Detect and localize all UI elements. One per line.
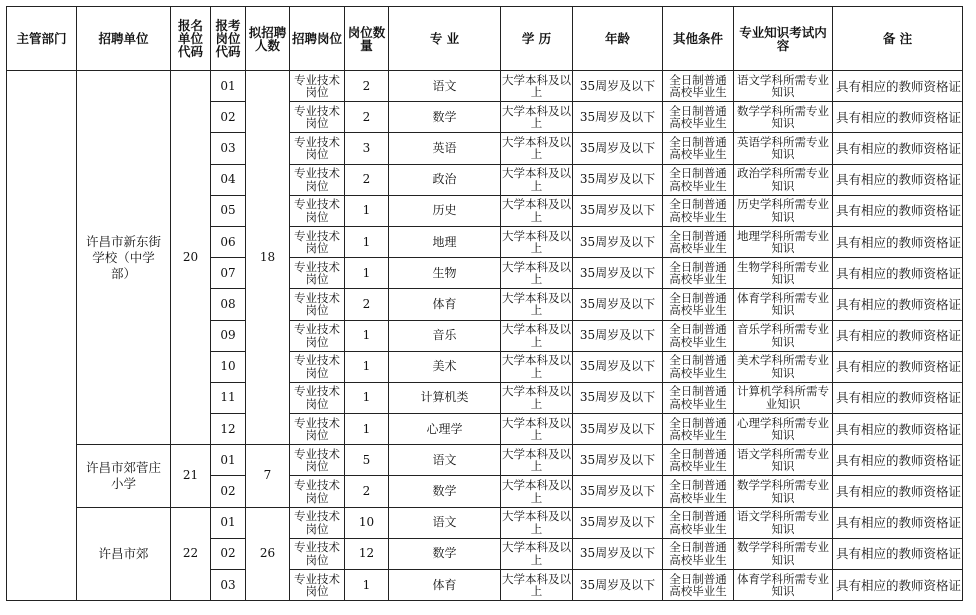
- post-count-cell: 1: [345, 351, 389, 382]
- education-cell: 大学本科及以上: [501, 71, 573, 102]
- post-type-cell: 专业技术岗位: [290, 164, 345, 195]
- remark-cell: 具有相应的教师资格证: [833, 133, 963, 164]
- education-cell: 大学本科及以上: [501, 538, 573, 569]
- major-cell: 美术: [389, 351, 501, 382]
- table-row: [7, 445, 963, 476]
- other-cell: 全日制普通高校毕业生: [663, 538, 734, 569]
- major-cell: 数学: [389, 476, 501, 507]
- post-code-cell: 02: [211, 476, 246, 507]
- post-code-cell: 01: [211, 71, 246, 102]
- age-cell: 35周岁及以下: [573, 133, 663, 164]
- major-cell: 历史: [389, 195, 501, 226]
- post-count-cell: 1: [345, 320, 389, 351]
- post-type-cell: 专业技术岗位: [290, 320, 345, 351]
- age-cell: 35周岁及以下: [573, 507, 663, 538]
- other-cell: 全日制普通高校毕业生: [663, 289, 734, 320]
- other-cell: 全日制普通高校毕业生: [663, 226, 734, 257]
- post-count-cell: 1: [345, 258, 389, 289]
- post-count-cell: 2: [345, 164, 389, 195]
- age-cell: 35周岁及以下: [573, 164, 663, 195]
- dept-cell: [7, 71, 77, 601]
- post-code-cell: 12: [211, 414, 246, 445]
- exam-cell: 政治学科所需专业知识: [734, 164, 833, 195]
- post-code-cell: 01: [211, 507, 246, 538]
- remark-cell: 具有相应的教师资格证: [833, 289, 963, 320]
- post-count-cell: 2: [345, 71, 389, 102]
- post-code-cell: 11: [211, 382, 246, 413]
- education-cell: 大学本科及以上: [501, 414, 573, 445]
- education-cell: 大学本科及以上: [501, 226, 573, 257]
- age-cell: 35周岁及以下: [573, 102, 663, 133]
- education-cell: 大学本科及以上: [501, 476, 573, 507]
- education-cell: 大学本科及以上: [501, 258, 573, 289]
- header-age: 年龄: [573, 7, 663, 71]
- post-code-cell: 05: [211, 195, 246, 226]
- major-cell: 政治: [389, 164, 501, 195]
- major-cell: 生物: [389, 258, 501, 289]
- post-code-cell: 02: [211, 102, 246, 133]
- education-cell: 大学本科及以上: [501, 289, 573, 320]
- other-cell: 全日制普通高校毕业生: [663, 351, 734, 382]
- age-cell: 35周岁及以下: [573, 289, 663, 320]
- header-major: 专 业: [389, 7, 501, 71]
- post-code-cell: 09: [211, 320, 246, 351]
- table-row: [7, 507, 963, 538]
- other-cell: 全日制普通高校毕业生: [663, 71, 734, 102]
- header-post-type: 招聘岗位: [290, 7, 345, 71]
- education-cell: 大学本科及以上: [501, 133, 573, 164]
- post-count-cell: 10: [345, 507, 389, 538]
- remark-cell: 具有相应的教师资格证: [833, 382, 963, 413]
- remark-cell: 具有相应的教师资格证: [833, 164, 963, 195]
- header-education: 学 历: [501, 7, 573, 71]
- education-cell: 大学本科及以上: [501, 507, 573, 538]
- age-cell: 35周岁及以下: [573, 382, 663, 413]
- header-exam: 专业知识考试内容: [734, 7, 833, 71]
- other-cell: 全日制普通高校毕业生: [663, 414, 734, 445]
- education-cell: 大学本科及以上: [501, 320, 573, 351]
- major-cell: 英语: [389, 133, 501, 164]
- remark-cell: 具有相应的教师资格证: [833, 351, 963, 382]
- header-post-code: 报考岗位代码: [211, 7, 246, 71]
- age-cell: 35周岁及以下: [573, 258, 663, 289]
- header-unit: 招聘单位: [77, 7, 171, 71]
- post-code-cell: 03: [211, 133, 246, 164]
- education-cell: 大学本科及以上: [501, 570, 573, 601]
- post-count-cell: 2: [345, 102, 389, 133]
- remark-cell: 具有相应的教师资格证: [833, 476, 963, 507]
- exam-cell: 语文学科所需专业知识: [734, 507, 833, 538]
- exam-cell: 地理学科所需专业知识: [734, 226, 833, 257]
- post-code-cell: 07: [211, 258, 246, 289]
- major-cell: 语文: [389, 507, 501, 538]
- age-cell: 35周岁及以下: [573, 414, 663, 445]
- remark-cell: 具有相应的教师资格证: [833, 538, 963, 569]
- table-body: [7, 71, 963, 601]
- age-cell: 35周岁及以下: [573, 351, 663, 382]
- post-code-cell: 08: [211, 289, 246, 320]
- other-cell: 全日制普通高校毕业生: [663, 382, 734, 413]
- major-cell: 计算机类: [389, 382, 501, 413]
- age-cell: 35周岁及以下: [573, 226, 663, 257]
- exam-cell: 音乐学科所需专业知识: [734, 320, 833, 351]
- major-cell: 体育: [389, 570, 501, 601]
- post-type-cell: 专业技术岗位: [290, 351, 345, 382]
- unit-name-cell: 许昌市郊菅庄小学: [77, 445, 171, 507]
- age-cell: 35周岁及以下: [573, 570, 663, 601]
- age-cell: 35周岁及以下: [573, 320, 663, 351]
- age-cell: 35周岁及以下: [573, 538, 663, 569]
- post-count-cell: 1: [345, 226, 389, 257]
- education-cell: 大学本科及以上: [501, 195, 573, 226]
- other-cell: 全日制普通高校毕业生: [663, 507, 734, 538]
- planned-count-cell: 26: [246, 507, 290, 601]
- header-planned: 拟招聘人数: [246, 7, 290, 71]
- other-cell: 全日制普通高校毕业生: [663, 445, 734, 476]
- age-cell: 35周岁及以下: [573, 476, 663, 507]
- recruitment-table: [6, 6, 963, 601]
- other-cell: 全日制普通高校毕业生: [663, 320, 734, 351]
- header-dept: 主管部门: [7, 7, 77, 71]
- remark-cell: 具有相应的教师资格证: [833, 507, 963, 538]
- exam-cell: 体育学科所需专业知识: [734, 289, 833, 320]
- exam-cell: 语文学科所需专业知识: [734, 71, 833, 102]
- unit-code-cell: 21: [171, 445, 211, 507]
- major-cell: 心理学: [389, 414, 501, 445]
- post-code-cell: 06: [211, 226, 246, 257]
- exam-cell: 计算机学科所需专业知识: [734, 382, 833, 413]
- post-count-cell: 1: [345, 570, 389, 601]
- post-count-cell: 3: [345, 133, 389, 164]
- post-type-cell: 专业技术岗位: [290, 538, 345, 569]
- education-cell: 大学本科及以上: [501, 351, 573, 382]
- remark-cell: 具有相应的教师资格证: [833, 445, 963, 476]
- education-cell: 大学本科及以上: [501, 382, 573, 413]
- post-code-cell: 03: [211, 570, 246, 601]
- table-row: [7, 71, 963, 102]
- post-type-cell: 专业技术岗位: [290, 507, 345, 538]
- remark-cell: 具有相应的教师资格证: [833, 71, 963, 102]
- planned-count-cell: 7: [246, 445, 290, 507]
- post-count-cell: 12: [345, 538, 389, 569]
- post-type-cell: 专业技术岗位: [290, 258, 345, 289]
- post-type-cell: 专业技术岗位: [290, 71, 345, 102]
- other-cell: 全日制普通高校毕业生: [663, 195, 734, 226]
- major-cell: 数学: [389, 102, 501, 133]
- other-cell: 全日制普通高校毕业生: [663, 133, 734, 164]
- major-cell: 体育: [389, 289, 501, 320]
- other-cell: 全日制普通高校毕业生: [663, 258, 734, 289]
- unit-name-cell: 许昌市新东街学校（中学部）: [77, 71, 171, 445]
- post-count-cell: 1: [345, 195, 389, 226]
- header-row: [7, 7, 963, 71]
- post-type-cell: 专业技术岗位: [290, 476, 345, 507]
- remark-cell: 具有相应的教师资格证: [833, 258, 963, 289]
- post-type-cell: 专业技术岗位: [290, 226, 345, 257]
- post-type-cell: 专业技术岗位: [290, 289, 345, 320]
- post-code-cell: 10: [211, 351, 246, 382]
- exam-cell: 体育学科所需专业知识: [734, 570, 833, 601]
- header-remark: 备 注: [833, 7, 963, 71]
- post-count-cell: 5: [345, 445, 389, 476]
- remark-cell: 具有相应的教师资格证: [833, 570, 963, 601]
- education-cell: 大学本科及以上: [501, 164, 573, 195]
- post-type-cell: 专业技术岗位: [290, 382, 345, 413]
- remark-cell: 具有相应的教师资格证: [833, 102, 963, 133]
- post-count-cell: 2: [345, 476, 389, 507]
- post-type-cell: 专业技术岗位: [290, 414, 345, 445]
- other-cell: 全日制普通高校毕业生: [663, 570, 734, 601]
- post-code-cell: 02: [211, 538, 246, 569]
- exam-cell: 语文学科所需专业知识: [734, 445, 833, 476]
- other-cell: 全日制普通高校毕业生: [663, 476, 734, 507]
- unit-code-cell: 20: [171, 71, 211, 445]
- exam-cell: 数学学科所需专业知识: [734, 476, 833, 507]
- education-cell: 大学本科及以上: [501, 445, 573, 476]
- other-cell: 全日制普通高校毕业生: [663, 164, 734, 195]
- age-cell: 35周岁及以下: [573, 71, 663, 102]
- major-cell: 语文: [389, 445, 501, 476]
- major-cell: 语文: [389, 71, 501, 102]
- unit-code-cell: 22: [171, 507, 211, 601]
- remark-cell: 具有相应的教师资格证: [833, 320, 963, 351]
- exam-cell: 英语学科所需专业知识: [734, 133, 833, 164]
- header-other: 其他条件: [663, 7, 734, 71]
- major-cell: 数学: [389, 538, 501, 569]
- exam-cell: 数学学科所需专业知识: [734, 102, 833, 133]
- post-type-cell: 专业技术岗位: [290, 570, 345, 601]
- exam-cell: 历史学科所需专业知识: [734, 195, 833, 226]
- exam-cell: 数学学科所需专业知识: [734, 538, 833, 569]
- planned-count-cell: 18: [246, 71, 290, 445]
- other-cell: 全日制普通高校毕业生: [663, 102, 734, 133]
- major-cell: 地理: [389, 226, 501, 257]
- post-count-cell: 1: [345, 382, 389, 413]
- major-cell: 音乐: [389, 320, 501, 351]
- age-cell: 35周岁及以下: [573, 195, 663, 226]
- post-type-cell: 专业技术岗位: [290, 102, 345, 133]
- remark-cell: 具有相应的教师资格证: [833, 226, 963, 257]
- post-type-cell: 专业技术岗位: [290, 195, 345, 226]
- header-post-count: 岗位数量: [345, 7, 389, 71]
- exam-cell: 生物学科所需专业知识: [734, 258, 833, 289]
- post-type-cell: 专业技术岗位: [290, 445, 345, 476]
- post-count-cell: 1: [345, 414, 389, 445]
- exam-cell: 心理学科所需专业知识: [734, 414, 833, 445]
- age-cell: 35周岁及以下: [573, 445, 663, 476]
- remark-cell: 具有相应的教师资格证: [833, 414, 963, 445]
- unit-name-cell: 许昌市郊: [77, 507, 171, 601]
- education-cell: 大学本科及以上: [501, 102, 573, 133]
- post-type-cell: 专业技术岗位: [290, 133, 345, 164]
- header-unit-code: 报名单位代码: [171, 7, 211, 71]
- exam-cell: 美术学科所需专业知识: [734, 351, 833, 382]
- post-count-cell: 2: [345, 289, 389, 320]
- post-code-cell: 04: [211, 164, 246, 195]
- post-code-cell: 01: [211, 445, 246, 476]
- remark-cell: 具有相应的教师资格证: [833, 195, 963, 226]
